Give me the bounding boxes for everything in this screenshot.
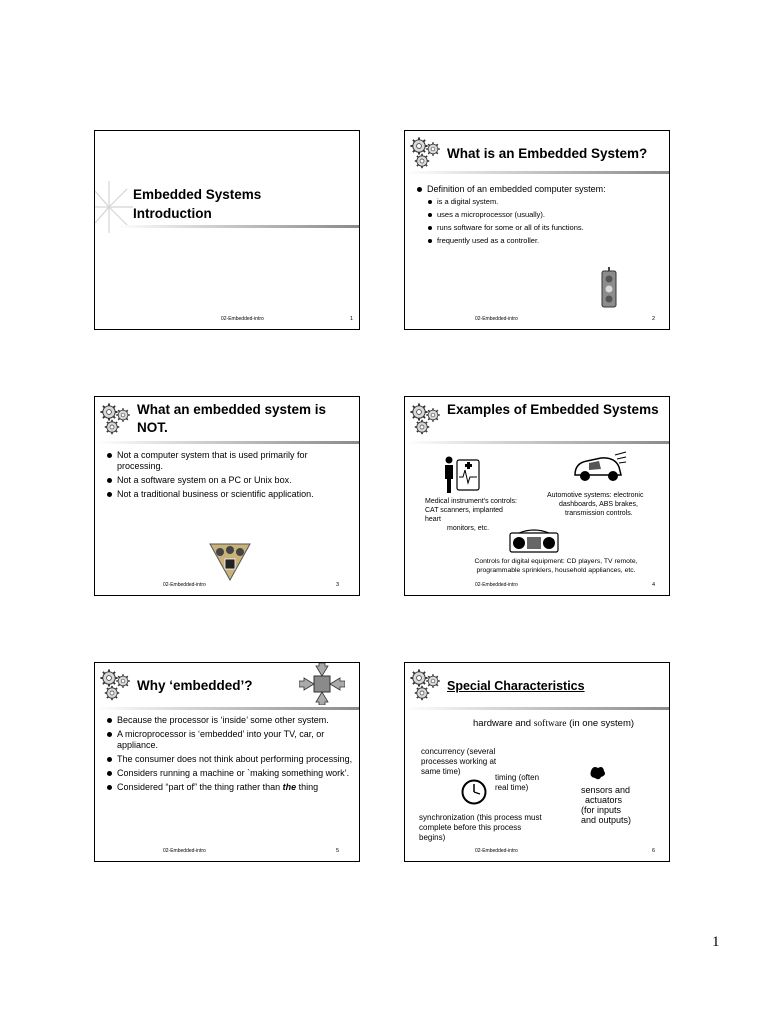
- list-item: [416, 184, 666, 246]
- auto-caption-line-3: transmission controls.: [565, 510, 633, 517]
- gears-icon: [407, 135, 443, 171]
- sensors-line-2: actuators: [585, 795, 623, 805]
- medical-caption-line-3: monitors, etc.: [447, 525, 490, 532]
- crest-icon: [209, 543, 251, 581]
- sensors-line-1: sensors and: [581, 785, 631, 795]
- slide-number: 2: [651, 316, 655, 322]
- slide-title: [133, 185, 261, 223]
- list-item: Not a software system on a PC or Unix box.: [106, 475, 356, 486]
- digital-caption-line-1: Controls for digital equipment: CD players, TV remote,: [474, 558, 638, 565]
- clock-icon: [461, 779, 487, 805]
- slide-footer: 02-Embedded-intro: [163, 848, 206, 854]
- title-rule: [405, 707, 669, 710]
- medical-icon: [441, 455, 481, 495]
- bullet-text: Considered “part of” the thing rather than: [117, 782, 283, 792]
- list-item: uses a microprocessor (usually).: [427, 210, 666, 220]
- title-rule: [405, 171, 669, 174]
- title-rule: [405, 441, 669, 444]
- synchronization-text: synchronization (this process must complete before this process begins): [419, 813, 542, 842]
- slide-2: [404, 130, 670, 330]
- gears-icon: [407, 401, 443, 437]
- auto-caption: [547, 491, 662, 518]
- bullet-list: [106, 450, 356, 503]
- slide-title: Why ‘embedded’?: [137, 678, 253, 693]
- sensor-icon: [589, 765, 607, 781]
- slide-footer: 02-Embedded-intro: [475, 316, 518, 322]
- slide-number: 1: [349, 316, 353, 322]
- slide-5: [94, 662, 360, 862]
- timing-text: timing (often real time): [495, 773, 540, 792]
- bullet-list: [416, 184, 666, 249]
- medical-caption-line-1: Medical instrument's controls:: [425, 498, 517, 505]
- auto-caption-line-1: Automotive systems: electronic: [547, 492, 644, 499]
- page-number: 1: [712, 934, 720, 950]
- bullet-text-end: thing: [296, 782, 319, 792]
- sensors-text: [581, 785, 661, 825]
- slide-footer: 02-Embedded-intro: [221, 316, 264, 322]
- hardware-label: hardware and: [473, 718, 534, 729]
- one-system-label: (in one system): [566, 718, 635, 729]
- sensors-line-3: (for inputs: [581, 805, 622, 815]
- title-line-1: Embedded Systems: [133, 187, 262, 202]
- bullet-list: [106, 715, 354, 796]
- list-item: Not a computer system that is used primarily for processing.: [106, 450, 356, 472]
- slide-number: 5: [335, 848, 339, 854]
- slide-footer: 02-Embedded-intro: [475, 848, 518, 854]
- title-rule: [115, 225, 359, 228]
- slide-title: What an embedded system is NOT.: [137, 402, 327, 435]
- arrows-converge-icon: [299, 663, 345, 705]
- list-item: Not a traditional business or scientific application.: [106, 489, 356, 500]
- medical-caption-line-2: CAT scanners, implanted heart: [425, 507, 503, 523]
- bullet-emphasis: the: [282, 782, 297, 792]
- traffic-light-icon: [599, 267, 619, 309]
- car-icon: [571, 451, 627, 485]
- slide-footer: 02-Embedded-intro: [475, 582, 518, 588]
- slide-footer: 02-Embedded-intro: [163, 582, 206, 588]
- software-label: software: [533, 719, 567, 729]
- slide-title: Special Characteristics: [447, 679, 585, 693]
- list-item: The consumer does not think about performing processing,: [106, 754, 354, 765]
- list-item: [106, 782, 354, 793]
- slide-number: 3: [335, 582, 339, 588]
- boombox-icon: [509, 529, 559, 553]
- hardware-software-text: [473, 719, 663, 729]
- list-item: A microprocessor is ‘embedded’ into your TV, car, or appliance.: [106, 729, 354, 751]
- slide-3: [94, 396, 360, 596]
- digital-caption-line-2: programmable sprinklers, household appliances, etc.: [476, 567, 636, 574]
- concurrency-text: concurrency (several processes working at same time): [421, 747, 497, 776]
- digital-caption: [445, 557, 667, 575]
- list-item: frequently used as a controller.: [427, 236, 666, 246]
- auto-caption-line-2: dashboards, ABS brakes,: [559, 501, 638, 508]
- list-item: Considers running a machine or `making something work’.: [106, 768, 354, 779]
- gears-icon: [407, 667, 443, 703]
- sensors-line-4: and outputs): [581, 815, 632, 825]
- slide-4: [404, 396, 670, 596]
- slide-1: [94, 130, 360, 330]
- bullet-text: Definition of an embedded computer system:: [427, 184, 606, 194]
- list-item: runs software for some or all of its functions.: [427, 223, 666, 233]
- list-item: is a digital system.: [427, 197, 666, 207]
- title-rule: [95, 707, 359, 710]
- gears-icon: [97, 401, 133, 437]
- gears-icon: [97, 667, 133, 703]
- slide-6: [404, 662, 670, 862]
- slide-title: What is an Embedded System?: [447, 146, 648, 161]
- sub-bullet-list: [427, 197, 666, 246]
- slide-number: 6: [651, 848, 655, 854]
- slide-title: Examples of Embedded Systems: [447, 402, 659, 417]
- list-item: Because the processor is ‘inside’ some other system.: [106, 715, 354, 726]
- medical-caption: [425, 497, 520, 533]
- slide-number: 4: [651, 582, 655, 588]
- title-line-2: Introduction: [133, 206, 212, 221]
- title-rule: [95, 441, 359, 444]
